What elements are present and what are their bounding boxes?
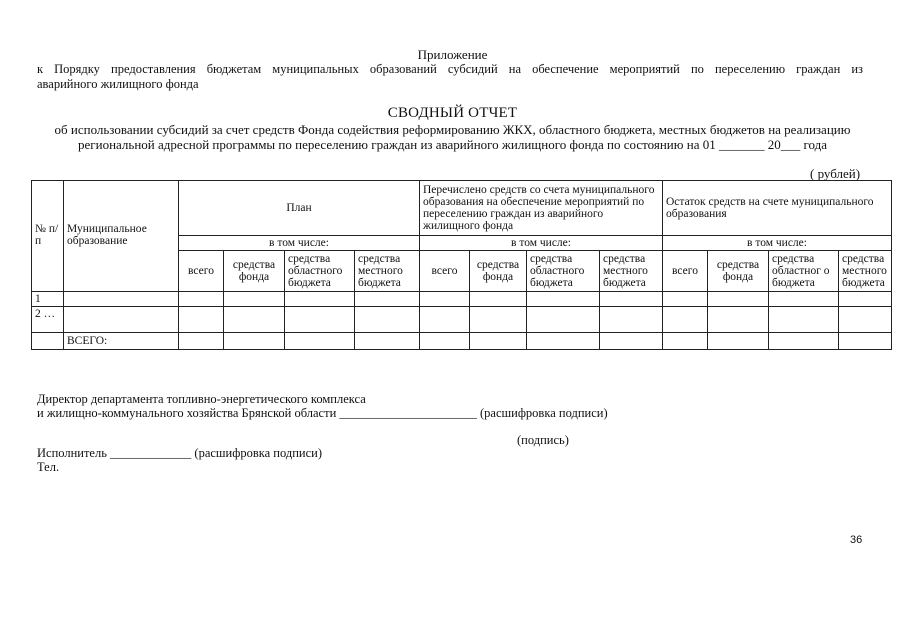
table-cell [708,307,769,333]
report-subtitle-line1: об использовании субсидий за счет средств Фонда содействия реформированию ЖКХ, областного бюджета, местных бюджетов на реализацию [54,122,851,137]
units-label: ( рублей) [810,166,861,181]
table-cell [420,333,470,350]
balance-regional-header: средства областног о бюджета [769,251,839,292]
table-cell [839,333,892,350]
table-row [32,307,892,333]
table-cell [285,307,355,333]
group-header-plan: План [179,181,420,236]
signature-caption: (подпись) [517,433,569,447]
table-cell [839,292,892,307]
table-cell [527,292,600,307]
row-number: 2 … [32,307,64,333]
table-cell [285,333,355,350]
table-cell [224,333,285,350]
table-cell [708,292,769,307]
plan-including: в том числе: [179,236,420,251]
table-cell [470,307,527,333]
table-cell [708,333,769,350]
table-cell [355,292,420,307]
total-label: ВСЕГО: [64,333,179,350]
report-table [31,180,892,350]
plan-local-header: средства местного бюджета [355,251,420,292]
phone-label: Тел. [37,460,60,474]
table-cell [663,333,708,350]
table-cell [285,292,355,307]
table-cell [600,307,663,333]
transferred-fund-header: средства фонда [470,251,527,292]
transferred-local-header: средства местного бюджета [600,251,663,292]
appendix-text: к Порядку предоставления бюджетам муниципальных образований субсидий на обеспечение мероприятий по переселению граждан из [37,62,863,76]
plan-regional-header: средства областного бюджета [285,251,355,292]
table-cell [470,292,527,307]
table-cell [355,333,420,350]
table-cell [600,292,663,307]
executor-line: Исполнитель _____________ (расшифровка подписи) [37,446,323,460]
balance-including: в том числе: [663,236,892,251]
appendix-text-continued: аварийного жилищного фонда [37,77,199,91]
table-cell [527,307,600,333]
plan-total-header: всего [179,251,224,292]
transferred-regional-header: средства областного бюджета [527,251,600,292]
transferred-including: в том числе: [420,236,663,251]
report-title: СВОДНЫЙ ОТЧЕТ [387,105,518,121]
table-cell [663,292,708,307]
table-cell [527,333,600,350]
report-subtitle-line2: региональной адресной программы по переселению граждан из аварийного жилищного фонда по состоянию на 01 _______ 20___ года [78,137,827,152]
table-cell [470,333,527,350]
row-number: 1 [32,292,64,307]
table-cell [600,333,663,350]
director-title-line1: Директор департамента топливно-энергетического комплекса [37,392,366,406]
page-number: 36 [850,534,863,546]
table-cell [769,307,839,333]
table-cell [179,333,224,350]
balance-total-header: всего [663,251,708,292]
table-cell [224,307,285,333]
appendix-title: Приложение [417,47,488,62]
table-cell [355,307,420,333]
plan-fund-header: средства фонда [224,251,285,292]
table-cell [179,307,224,333]
table-cell [64,292,179,307]
balance-local-header: средства местного бюджета [839,251,892,292]
total-row [32,333,892,350]
group-header-balance: Остаток средств на счете муниципального образования [663,181,892,236]
director-title-line2: и жилищно-коммунального хозяйства Брянской области ______________________ (расшифровка подписи) [37,406,608,420]
col-header-num: № п/п [32,181,64,292]
table-cell [224,292,285,307]
table-cell [839,307,892,333]
table-row [32,292,892,307]
table-cell [32,333,64,350]
balance-fund-header: средства фонда [708,251,769,292]
table-cell [420,292,470,307]
table-cell [663,307,708,333]
table-cell [179,292,224,307]
transferred-total-header: всего [420,251,470,292]
table-cell [64,307,179,333]
table-cell [769,333,839,350]
col-header-municipality: Муниципальное образование [64,181,179,292]
table-cell [420,307,470,333]
group-header-transferred: Перечислено средств со счета муниципального образования на обеспечение мероприятий по переселению граждан из аварийного жилищного фонда [420,181,663,236]
table-cell [769,292,839,307]
